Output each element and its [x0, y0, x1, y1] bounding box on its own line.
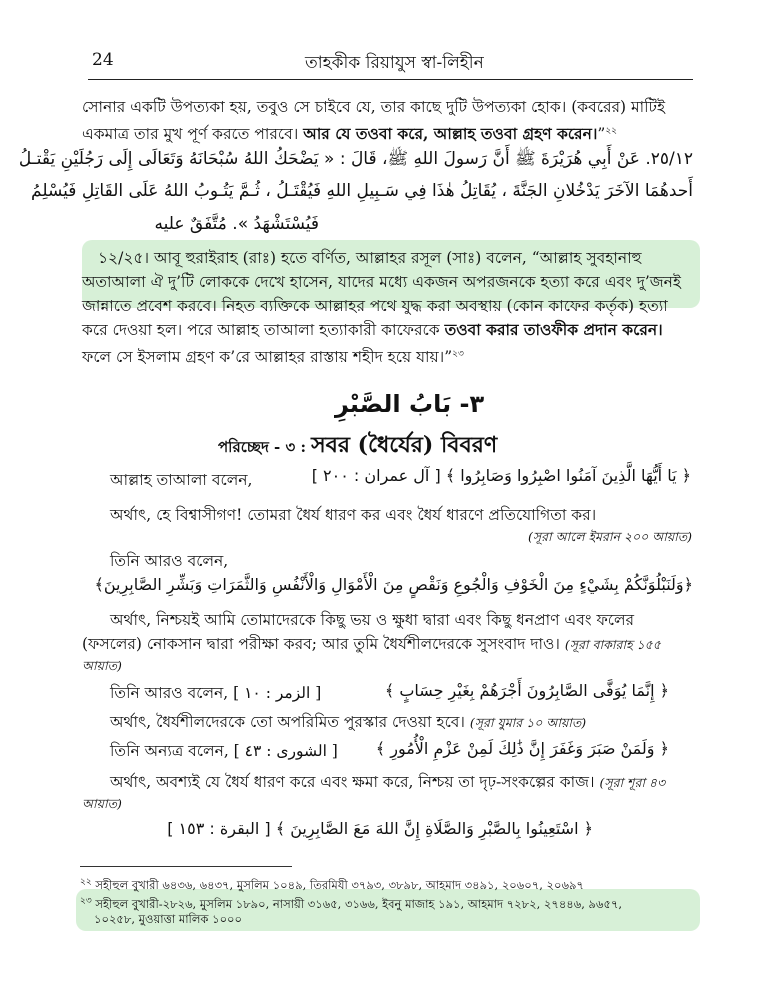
q2-meaning-line1: অর্থাৎ, নিশ্চয়ই আমি তোমাদেরকে কিছু ভয় ও ক্ষুধা দ্বারা এবং কিছু ধনপ্রাণ এবং ফলের: [110, 611, 635, 629]
q2-intro: তিনি আরও বলেন,: [110, 552, 229, 570]
chapter-label: পরিচ্ছেদ - ৩ :: [218, 438, 307, 456]
footnote-23-text: সহীহুল বুখারী-২৮২৬, মুসলিম ১৮৯০, নাসায়ী ৩১৬৫, ৩১৬৬, ইবনু মাজাহ ১৯১, আহমাদ ৭২৮২, ২৭৪৪৬, ৯৬৫৭,: [95, 896, 623, 911]
hadith-arabic-line2: أَحدهُمَا الآخَرَ يَدْخُلانِ الجَنَّةَ ، يُقَاتِلُ هٰذَا فِي سَـبِيلِ اللهِ فَيُقْتَـلُ ، ثُـمَّ يَتُـوبُ اللهُ عَلَى القَاتِلِ فَيُسْلِمُ: [31, 181, 693, 201]
q1-reference: (সূরা আলে ইমরান ২০০ আয়াত): [528, 529, 693, 544]
hadith-bengali-line4: [82, 320, 663, 340]
hadith-bengali-line5-text: ফলে সে ইসলাম গ্রহণ ক’রে আল্লাহর রাস্তায় শহীদ হয়ে যায়।”: [82, 348, 453, 367]
hadith-bengali-line4-bold: তওবা করার তাওফীক প্রদান করেন।: [444, 320, 663, 339]
footnote-ref-22[interactable]: ২২: [605, 126, 618, 136]
page-number: 24: [92, 50, 114, 70]
q3-reference: (সূরা যুমার ১০ আয়াত): [469, 715, 587, 730]
book-title: তাহকীক রিয়াযুস স্বা-লিহীন: [305, 53, 484, 73]
hadith-arabic-line3: فَيُسْتَشْهَدُ ». مُتَّفَقٌ عليه: [154, 214, 319, 234]
footnote-23-num: ২৩: [80, 896, 92, 906]
q1-meaning: অর্থাৎ, হে বিশ্বাসীগণ! তোমরা ধৈর্য ধারণ কর এবং ধৈর্য ধারণে প্রতিযোগিতা কর।: [110, 506, 597, 524]
q4-intro: তিনি অন্যত্র বলেন, [ الشورى : ٤٣ ]: [110, 742, 338, 760]
q4-arabic: ﴿ وَلَمَنْ صَبَرَ وَغَفَرَ إِنَّ ذَٰلِكَ لَمِنْ عَزْمِ الْأُمُورِ ﴾: [375, 739, 669, 758]
chapter-title: সবর (ধৈর্যের) বিবরণ: [311, 432, 498, 458]
q4-meaning: [110, 772, 665, 793]
footnote-divider: [80, 866, 292, 867]
q1-intro: আল্লাহ তাআলা বলেন,: [110, 471, 253, 489]
para-top-quote: ”: [597, 125, 606, 144]
footnote-22-text: সহীহুল বুখারী ৬৪৩৬, ৬৪৩৭, মুসলিম ১০৪৯, তিরমিযী ৩৭৯৩, ৩৮৯৮, আহমাদ ৩৪৯১, ২০৬০৭, ২০৬৯৭: [95, 877, 584, 892]
hadith-bengali-line5: [82, 344, 464, 367]
q3-intro: তিনি আরও বলেন, [ الزمر : ١٠ ]: [110, 684, 322, 702]
para-top-line1: সোনার একটি উপত্যকা হয়, তবুও সে চাইবে যে, তার কাছে দুটি উপত্যকা হোক। (কবরের) মাটিই: [82, 98, 666, 116]
q4-reference-cont: আয়াত): [82, 796, 122, 811]
para-top-line2-text: একমাত্র তার মুখ পূর্ণ করতে পারবে।: [82, 125, 299, 144]
q2-meaning-line2: [82, 634, 661, 655]
hadith-bengali-line2: অতাআলা ঐ দু’টি লোককে দেখে হাসেন, যাদের মধ্যে একজন অপরজনকে হত্যা করে এবং দু’জনই: [82, 273, 681, 291]
q2-arabic: ﴿وَلَنَبْلُوَنَّكُمْ بِشَيْءٍ مِنَ الْخَوْفِ وَالْجُوعِ وَنَقْصٍ مِنَ الْأَمْوَالِ وَالْأَنْفُسِ وَالثَّمَرَاتِ وَبَشِّرِ الصَّابِرِينَ﴾: [94, 575, 693, 594]
chapter-arabic-title: ٣- بَابُ الصَّبْرِ: [335, 390, 485, 418]
footnote-23-cont: ১০২৫৮, মুওয়াত্তা মালিক ১০০০: [94, 912, 243, 926]
hadith-bengali-line4-text: করে দেওয়া হল। পরে আল্লাহ তাআলা হত্যাকারী কাফেরকে: [82, 321, 440, 339]
header-divider: [88, 79, 693, 80]
hadith-bengali-line1: ১২/২৫। আবূ হুরাইরাহ (রাঃ) হতে বর্ণিত, আল্লাহর রসূল (সাঃ) বলেন, “আল্লাহ সুবহানাহু: [98, 249, 642, 267]
q2-reference-cont: আয়াত): [82, 658, 122, 673]
chapter-heading: [218, 428, 497, 465]
q3-arabic: ﴿ إِنَّمَا يُوَفَّى الصَّابِرُونَ أَجْرَهُمْ بِغَيْرِ حِسَابٍ ﴾: [384, 681, 669, 700]
q4-reference: (সূরা শূরা ৪৩: [599, 775, 666, 790]
para-top-line2: [82, 121, 617, 144]
q2-meaning-line2-text: (ফসলের) নোকসান দ্বারা পরীক্ষা করব; আর তুমি ধৈর্যশীলদেরকে সুসংবাদ দাও।: [82, 635, 560, 653]
footnote-22-num: ২২: [80, 877, 92, 887]
q3-meaning-text: অর্থাৎ, ধৈর্যশীলদেরকে তো অপরিমিত পুরস্কার দেওয়া হবে।: [110, 713, 465, 731]
q3-meaning: [110, 712, 586, 733]
q5-arabic: ﴿ اسْتَعِينُوا بِالصَّبْرِ وَالصَّلَاةِ إِنَّ اللهَ مَعَ الصَّابِرِينَ ﴾ [ البقرة : ١٥٣ ]: [167, 819, 593, 838]
q1-arabic: ﴿ يَا أَيُّهَا الَّذِينَ آمَنُوا اصْبِرُوا وَصَابِرُوا ﴾ [ آل عمران : ٢٠٠ ]: [311, 466, 691, 485]
q4-meaning-text: অর্থাৎ, অবশ্যই যে ধৈর্য ধারণ করে এবং ক্ষমা করে, নিশ্চয় তা দৃঢ়-সংকল্পের কাজ।: [110, 773, 595, 791]
hadith-arabic-line1: ٢٥/١٢. عَنْ أَبِي هُرَيْرَةَ ﷺ أَنَّ رَسولَ اللهِ ﷺ، قَالَ : « يَضْحَكُ اللهُ سُبْحَانَهُ وَتَعَالَى إِلَى رَجُلَيْنِ يَقْتـلُ: [18, 149, 693, 169]
q2-reference: (সূরা বাকারাহ ১৫৫: [564, 637, 661, 652]
para-top-line2-bold: আর যে তওবা করে, আল্লাহ তওবা গ্রহণ করেন।: [303, 124, 598, 144]
hadith-bengali-line3: জান্নাতে প্রবেশ করবে। নিহত ব্যক্তিকে আল্লাহর পথে যুদ্ধ করা অবস্থায় (কোন কাফের কর্তৃক) হত্যা: [82, 297, 668, 315]
footnote-ref-23[interactable]: ২৩: [452, 349, 464, 359]
